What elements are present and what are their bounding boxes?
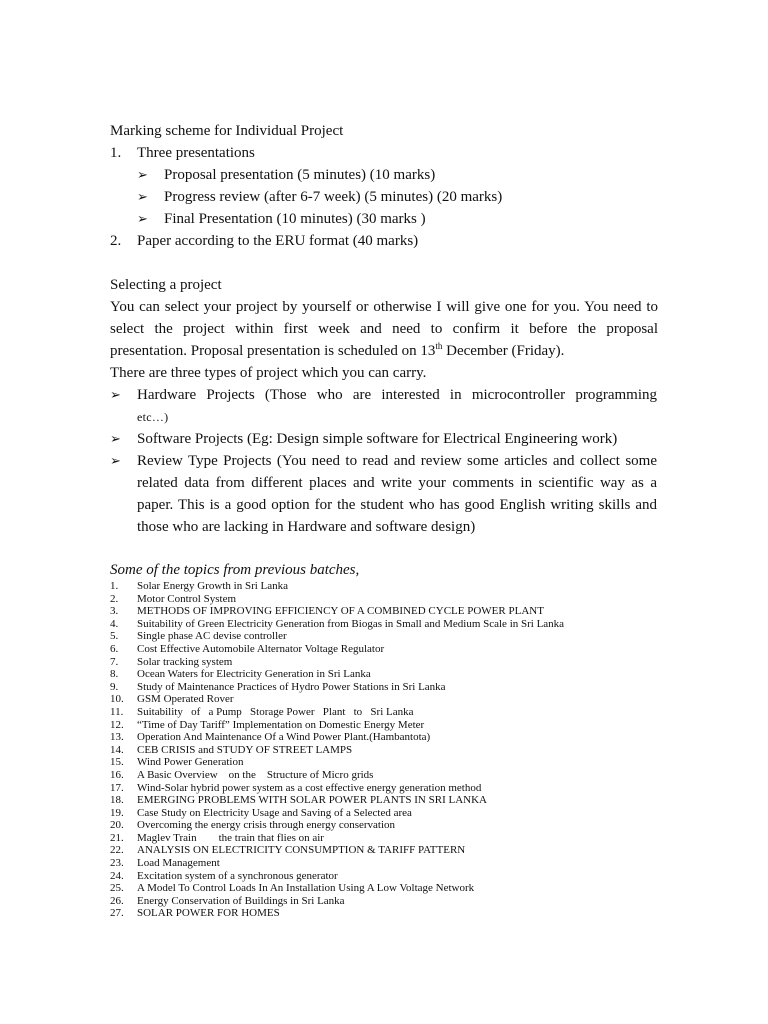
paragraph-line: You can select your project by yourself or otherwise I will give one for you. You need to <box>110 299 658 315</box>
type-review-line: Review Type Projects (You need to read and review some articles and collect some <box>137 453 657 469</box>
topic-list-item <box>110 832 670 845</box>
topic-title: Suitability of Green Electricity Generation from Biogas in Small and Medium Scale in Sri Lanka <box>137 617 565 630</box>
topic-number: 18. <box>110 794 124 807</box>
topic-title: Load Management <box>137 857 220 870</box>
topic-number: 20. <box>110 819 124 832</box>
type-review-line: paper. This is a good option for the student who has good English writing skills and <box>137 497 657 513</box>
topic-list-item <box>110 656 670 669</box>
paragraph-text: presentation. Proposal presentation is scheduled on 13 <box>110 343 436 359</box>
topic-list-item <box>110 782 670 795</box>
topic-list-item <box>110 744 670 757</box>
item-number: 2. <box>110 233 122 249</box>
topic-title: Ocean Waters for Electricity Generation in Sri Lanka <box>137 668 371 681</box>
topic-list-item <box>110 756 670 769</box>
topic-number: 1. <box>110 580 119 592</box>
topic-number: 17. <box>110 781 124 794</box>
item-text: Three presentations <box>137 145 255 161</box>
topic-title: Operation And Maintenance Of a Wind Power Plant.(Hambantota) <box>137 731 431 744</box>
topic-title: Motor Control System <box>137 592 237 605</box>
topic-title: GSM Operated Rover <box>137 693 234 706</box>
topic-title: Wind-Solar hybrid power system as a cost effective energy generation method <box>137 781 482 794</box>
topic-list-item <box>110 630 670 643</box>
topic-list-item <box>110 580 670 593</box>
topic-number: 25. <box>110 882 124 895</box>
marking-scheme-title: Marking scheme for Individual Project <box>110 123 344 139</box>
topic-list-item <box>110 819 670 832</box>
presentation-item: Progress review (after 6-7 week) (5 minutes) (20 marks) <box>164 189 503 205</box>
arrow-bullet-icon: ➢ <box>110 431 121 446</box>
topic-title: CEB CRISIS and STUDY OF STREET LAMPS <box>137 743 353 756</box>
topic-title: SOLAR POWER FOR HOMES <box>137 907 280 920</box>
arrow-bullet-icon: ➢ <box>110 387 121 402</box>
topics-heading: Some of the topics from previous batches, <box>110 562 360 578</box>
topic-list-item <box>110 907 670 920</box>
topic-list-item <box>110 681 670 694</box>
topic-number: 7. <box>110 655 119 668</box>
topic-title: Energy Conservation of Buildings in Sri Lanka <box>137 894 345 907</box>
topic-title: Single phase AC devise controller <box>137 630 287 643</box>
topic-number: 11. <box>110 705 124 718</box>
topic-title: Overcoming the energy crisis through energy conservation <box>137 819 396 832</box>
topic-number: 2. <box>110 592 119 605</box>
topic-number: 10. <box>110 693 124 706</box>
topic-title: A Basic Overview on the Structure of Micro grids <box>137 768 374 781</box>
topic-list-item <box>110 882 670 895</box>
topic-list-item <box>110 618 670 631</box>
topic-number: 21. <box>110 831 124 844</box>
topic-title: Cost Effective Automobile Alternator Voltage Regulator <box>137 642 385 655</box>
topic-title: Excitation system of a synchronous generator <box>137 869 338 882</box>
topic-title: “Time of Day Tariff” Implementation on Domestic Energy Meter <box>137 718 425 731</box>
topic-number: 15. <box>110 756 124 769</box>
type-hardware-line: etc…) <box>137 410 169 424</box>
topic-list-item <box>110 794 670 807</box>
topic-number: 6. <box>110 642 119 655</box>
topic-title: METHODS OF IMPROVING EFFICIENCY OF A COMBINED CYCLE POWER PLANT <box>137 605 544 618</box>
paragraph-text: December (Friday). <box>442 343 565 359</box>
topic-number: 24. <box>110 869 124 882</box>
topic-list-item <box>110 870 670 883</box>
topics-list <box>110 580 670 920</box>
topic-number: 19. <box>110 806 124 819</box>
topic-number: 5. <box>110 630 119 643</box>
topic-title: Solar Energy Growth in Sri Lanka <box>137 580 289 592</box>
presentation-item: Proposal presentation (5 minutes) (10 marks) <box>164 167 436 183</box>
topic-list-item <box>110 731 670 744</box>
topic-list-item <box>110 706 670 719</box>
type-software: Software Projects (Eg: Design simple software for Electrical Engineering work) <box>137 431 618 447</box>
paragraph-line <box>110 340 658 362</box>
topic-number: 13. <box>110 731 124 744</box>
topic-number: 23. <box>110 857 124 870</box>
topic-title: Study of Maintenance Practices of Hydro Power Stations in Sri Lanka <box>137 680 446 693</box>
topic-list-item <box>110 693 670 706</box>
topic-number: 22. <box>110 844 124 857</box>
topic-list-item <box>110 643 670 656</box>
topic-title: EMERGING PROBLEMS WITH SOLAR POWER PLANTS IN SRI LANKA <box>137 794 487 807</box>
type-review-line: those who are lacking in Hardware and software design) <box>137 519 476 535</box>
topic-title: Suitability of a Pump Storage Power Plant to Sri Lanka <box>137 705 414 718</box>
topic-title: Wind Power Generation <box>137 756 244 769</box>
arrow-bullet-icon: ➢ <box>110 453 121 468</box>
topic-list-item <box>110 895 670 908</box>
topic-list-item <box>110 668 670 681</box>
topic-list-item <box>110 593 670 606</box>
arrow-bullet-icon: ➢ <box>137 189 148 204</box>
topic-number: 3. <box>110 605 119 618</box>
topic-title: Maglev Train the train that flies on air <box>137 831 324 844</box>
topic-list-item <box>110 605 670 618</box>
selecting-title: Selecting a project <box>110 277 222 293</box>
paragraph-line: select the project within first week and need to confirm it before the proposal <box>110 321 658 337</box>
topic-number: 14. <box>110 743 124 756</box>
topic-title: ANALYSIS ON ELECTRICITY CONSUMPTION & TARIFF PATTERN <box>137 844 466 857</box>
topic-number: 4. <box>110 617 119 630</box>
types-intro: There are three types of project which you can carry. <box>110 365 427 381</box>
topic-list-item <box>110 857 670 870</box>
arrow-bullet-icon: ➢ <box>137 167 148 182</box>
topic-list-item <box>110 844 670 857</box>
topic-number: 9. <box>110 680 119 693</box>
topic-list-item <box>110 769 670 782</box>
presentation-item: Final Presentation (10 minutes) (30 marks ) <box>164 211 426 227</box>
topic-number: 8. <box>110 668 119 681</box>
type-hardware-line: Hardware Projects (Those who are interested in microcontroller programming <box>137 387 657 403</box>
topic-title: A Model To Control Loads In An Installation Using A Low Voltage Network <box>137 882 475 895</box>
topic-number: 16. <box>110 768 124 781</box>
topic-title: Solar tracking system <box>137 655 233 668</box>
item-text: Paper according to the ERU format (40 marks) <box>137 233 419 249</box>
topic-title: Case Study on Electricity Usage and Saving of a Selected area <box>137 806 412 819</box>
topic-list-item <box>110 807 670 820</box>
topic-number: 27. <box>110 907 124 920</box>
topic-list-item <box>110 719 670 732</box>
topic-number: 26. <box>110 894 124 907</box>
type-review-line: related data from different places and write your comments in scientific way as a <box>137 475 657 491</box>
arrow-bullet-icon: ➢ <box>137 211 148 226</box>
topic-number: 12. <box>110 718 124 731</box>
superscript: th <box>435 341 443 351</box>
item-number: 1. <box>110 145 122 161</box>
